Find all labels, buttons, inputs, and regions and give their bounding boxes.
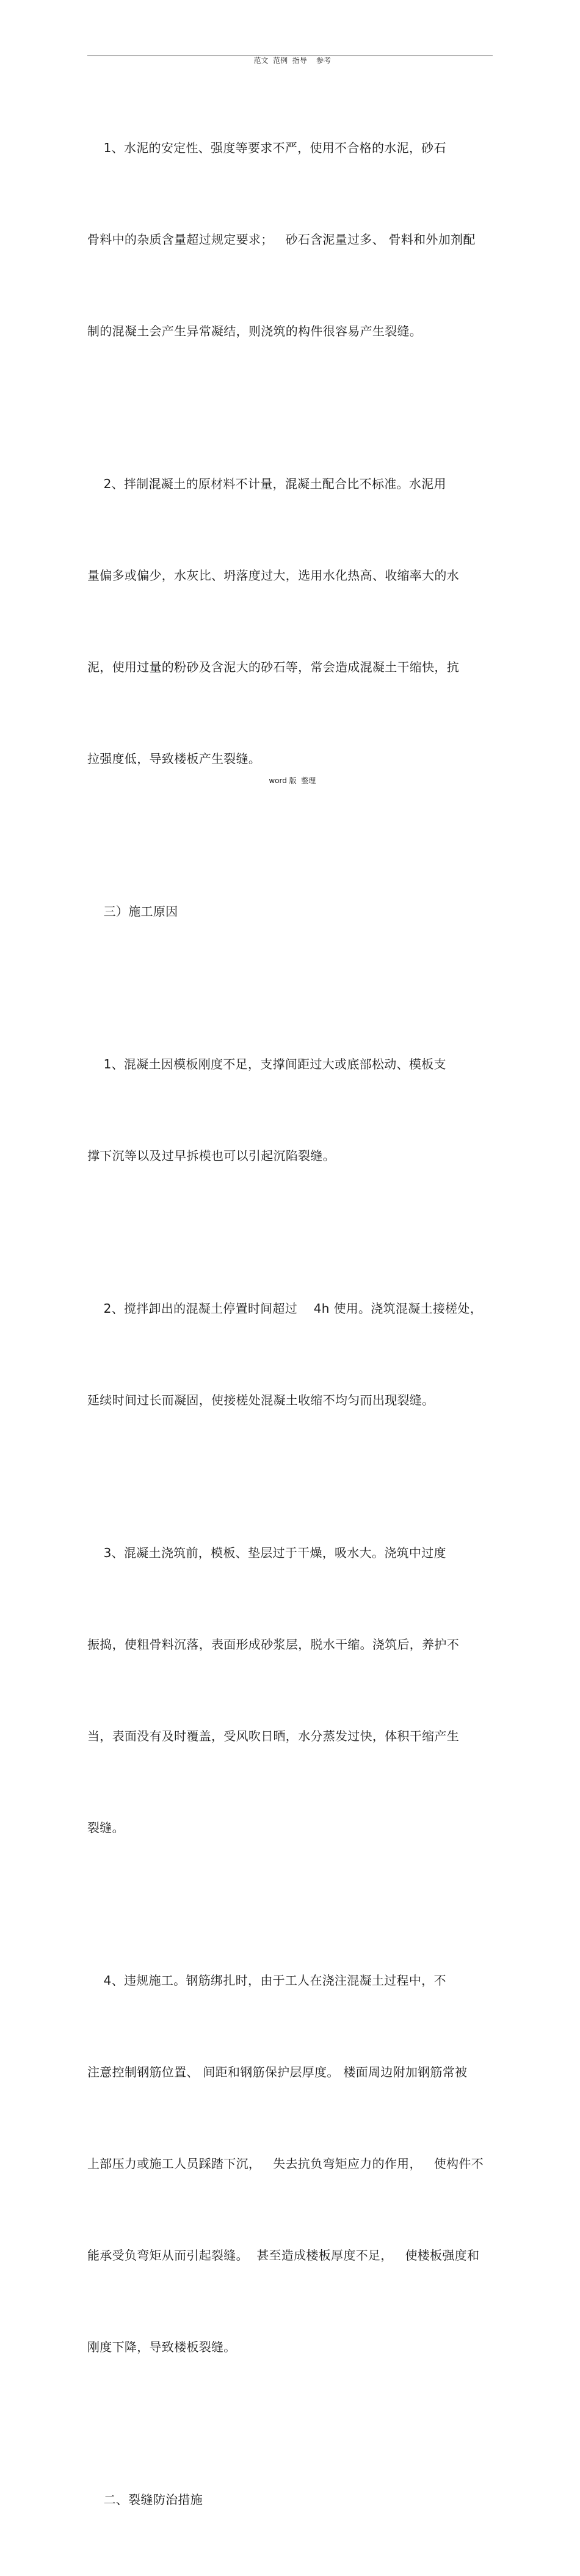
paragraph-1	[87, 71, 493, 407]
paragraph-6	[87, 1904, 493, 2423]
section-heading-crack-prevention	[87, 2423, 493, 2576]
page-header-text: 范文 范例 指导 参考	[253, 56, 332, 65]
page-footer	[0, 762, 580, 787]
page-header	[87, 40, 493, 65]
text-line: 4、违规施工。钢筋绑扎时，由于工人在浇注混凝土过程中，不	[87, 1973, 446, 1988]
paragraph-5	[87, 1476, 493, 1904]
text-line: 1、水泥的安定性、强度等要求不严，使用不合格的水泥，砂石	[87, 140, 446, 155]
paragraph-3	[87, 988, 493, 1232]
text-line: 延续时间过长而凝固，使接槎处混凝土收缩不均匀而出现裂缝。	[87, 1393, 435, 1407]
text-line: 能承受负弯矩从而引起裂缝。 甚至造成楼板厚度不足， 使楼板强度和	[87, 2248, 480, 2263]
text-line: 量偏多或偏少，水灰比、坍落度过大，选用水化热高、收缩率大的水	[87, 568, 459, 583]
text-line: 上部压力或施工人员踩踏下沉， 失去抗负弯矩应力的作用， 使构件不	[87, 2156, 484, 2171]
text-line: 2、搅拌卸出的混凝土停置时间超过 4h 使用。浇筑混凝土接槎处，	[87, 1301, 483, 1316]
text-line: 制的混凝土会产生异常凝结，则浇筑的构件很容易产生裂缝。	[87, 324, 422, 338]
text-line: 三）施工原因	[87, 904, 178, 919]
text-line: 二、裂缝防治措施	[87, 2492, 203, 2507]
text-line: 注意控制钢筋位置、 间距和钢筋保护层厚度。 楼面周边附加钢筋常被	[87, 2065, 468, 2079]
section-heading-construction-causes	[87, 835, 493, 988]
paragraph-4	[87, 1232, 493, 1476]
text-line: 3、混凝土浇筑前，模板、垫层过于干燥，吸水大。浇筑中过度	[87, 1545, 446, 1560]
page-footer-text: word 版 整理	[269, 776, 316, 785]
text-line: 拉强度低，导致楼板产生裂缝。	[87, 751, 261, 766]
text-line: 1、混凝土因模板刚度不足，支撑间距过大或底部松动、模板支	[87, 1057, 446, 1071]
text-line: 刚度下降，导致楼板裂缝。	[87, 2340, 236, 2354]
document-body	[87, 71, 493, 2576]
text-line: 振捣，使粗骨料沉落，表面形成砂浆层，脱水干缩。浇筑后，养护不	[87, 1637, 459, 1652]
text-line: 2、拌制混凝土的原材料不计量，混凝土配合比不标准。水泥用	[87, 476, 446, 491]
text-line: 撑下沉等以及过早拆模也可以引起沉陷裂缝。	[87, 1148, 335, 1163]
text-line: 泥，使用过量的粉砂及含泥大的砂石等，常会造成混凝土干缩快，抗	[87, 660, 459, 674]
text-line: 当，表面没有及时覆盖，受风吹日晒，水分蒸发过快，体积干缩产生	[87, 1729, 459, 1743]
text-line: 裂缝。	[87, 1820, 125, 1835]
text-line: 骨料中的杂质含量超过规定要求； 砂石含泥量过多、 骨料和外加剂配	[87, 232, 476, 247]
